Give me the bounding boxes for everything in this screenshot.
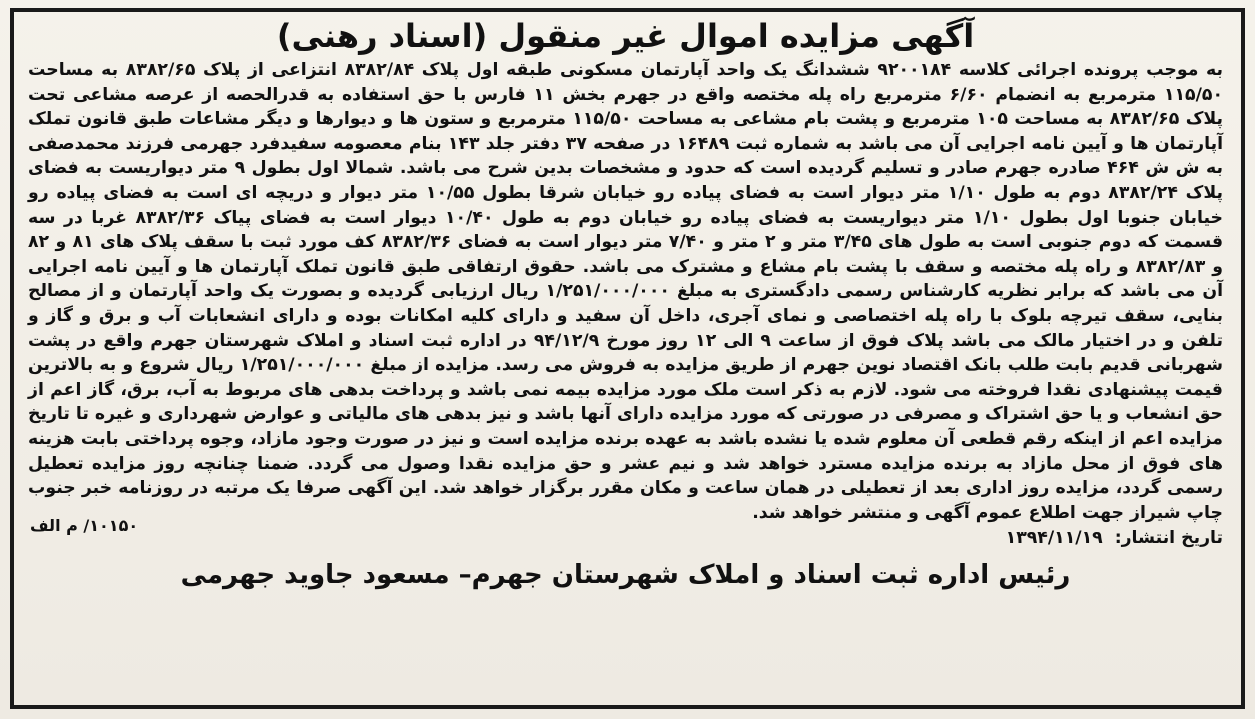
signature-line: رئیس اداره ثبت اسناد و املاک شهرستان جهرم– مسعود جاوید جهرمی: [180, 560, 1071, 591]
publish-date-label: تاریخ انتشار:: [1114, 528, 1223, 549]
notice-body: به موجب پرونده اجرائی کلاسه ۹۲۰۰۱۸۴ ششدانگ یک واحد آپارتمان مسکونی طبقه اول پلاک ۸۳۸۲/۸۴ انتزاعی از پلاک ۸۳۸۲/۶۵ به مساحت ۱۱۵/۵۰ مترمربع به انضمام ۶/۶۰ مترمربع راه پله مختصه واقع در جهرم بخش ۱۱ فارس با حق استفاده به قدرالحصه از عرصه مشاعی تحت پلاک ۸۳۸۲/۶۵ به مساحت ۱۰۵ مترمربع و پشت بام مشاعی به مساحت ۱۱۵/۵۰ مترمربع و ستون ها و دیوارها و دیگر مشاعات طبق قانون تملک آپارتمان ها و آیین نامه اجرایی آن می باشد به شماره ثبت ۱۶۴۸۹ در صفحه ۳۷ دفتر جلد ۱۴۳ بنام معصومه سفیدفرد جهرمی فرزند محمدصفی به ش ش ۴۶۴ صادره جهرم صادر و تسلیم گردیده است که حدود و مشخصات بدین شرح می باشد. شمالا اول بطول ۹ متر دیواریست به فضای پلاک ۸۳۸۲/۲۴ دوم به طول ۱/۱۰ متر دیوار است به فضای پیاده رو خیابان شرقا بطول ۱۰/۵۵ متر دیوار و دریچه ای است به فضای پیاده رو خیابان جنوبا اول بطول ۱/۱۰ متر دیواریست به فضای پیاده رو خیابان دوم به طول ۱۰/۴۰ دیوار است به فضای پیاک ۸۳۸۲/۳۶ غربا در سه قسمت که دوم جنوبی است به طول های ۳/۴۵ متر و ۲ متر و ۷/۴۰ متر دیوار است به فضای ۸۳۸۲/۳۶ کف مورد ثبت با سقف پلاک های ۸۱ و ۸۲ و ۸۳۸۲/۸۳ و راه پله مختصه و سقف با پشت بام مشاع و مشترک می باشد. حقوق ارتفاقی طبق قانون تملک آپارتمان ها و آیین نامه اجرایی آن می باشد که برابر نظریه کارشناس رسمی دادگستری به مبلغ ۱/۲۵۱/۰۰۰/۰۰۰ ریال ارزیابی گردیده و بصورت یک واحد آپارتمان و از مصالح بنایی، سقف تیرچه بلوک با راه پله اختصاصی و نمای آجری، داخل آن سفید و دارای کلیه امکانات بوده و دارای انشعابات آب و برق و گاز و تلفن و در اختیار مالک می باشد پلاک فوق از ساعت ۹ الی ۱۲ روز مورخ ۹۴/۱۲/۹ در اداره ثبت اسناد و املاک شهرستان جهرم واقع در پشت شهربانی قدیم بابت طلب بانک اقتصاد نوین جهرم از طریق مزایده به فروش می رسد. مزایده از مبلغ ۱/۲۵۱/۰۰۰/۰۰۰ ریال شروع و به بالاترین قیمت پیشنهادی نقدا فروخته می شود. لازم به ذکر است ملک مورد مزایده بیمه نمی باشد و پرداخت بدهی های مربوط به آب، برق، گاز اعم از حق انشعاب و یا حق اشتراک و مصرفی در صورتی که مورد مزایده دارای آنها باشد و نیز بدهی های مالیاتی و عوارض شهرداری و غیره تا تاریخ مزایده اعم از اینکه رقم قطعی آن معلوم شده یا نشده باشد به عهده برنده مزایده است و نیز در صورت وجود مازاد، وجوه پرداختی بابت هزینه های فوق از محل مازاد به برنده مزایده مسترد خواهد شد و نیم عشر و حق مزایده نقدا وصول می گردد. ضمنا چنانچه روز مزایده تعطیل رسمی گردد، مزایده روز اداری بعد از تعطیلی در همان ساعت و مکان مقرر برگزار خواهد شد. این آگهی صرفا یک مرتبه در روزنامه خبر جنوب چاپ شیراز جهت اطلاع عموم آگهی و منتشر خواهد شد.: [28, 60, 1224, 523]
publish-date-row: [28, 516, 1223, 551]
notice-title: آگهی مزایده اموال غیر منقول (اسناد رهنی): [276, 17, 975, 55]
reference-code: ۱۰۱۵۰/ م الف: [30, 516, 139, 536]
publish-date-value: ۱۳۹۴/۱۱/۱۹: [1005, 528, 1103, 549]
notice-frame: [10, 8, 1245, 709]
